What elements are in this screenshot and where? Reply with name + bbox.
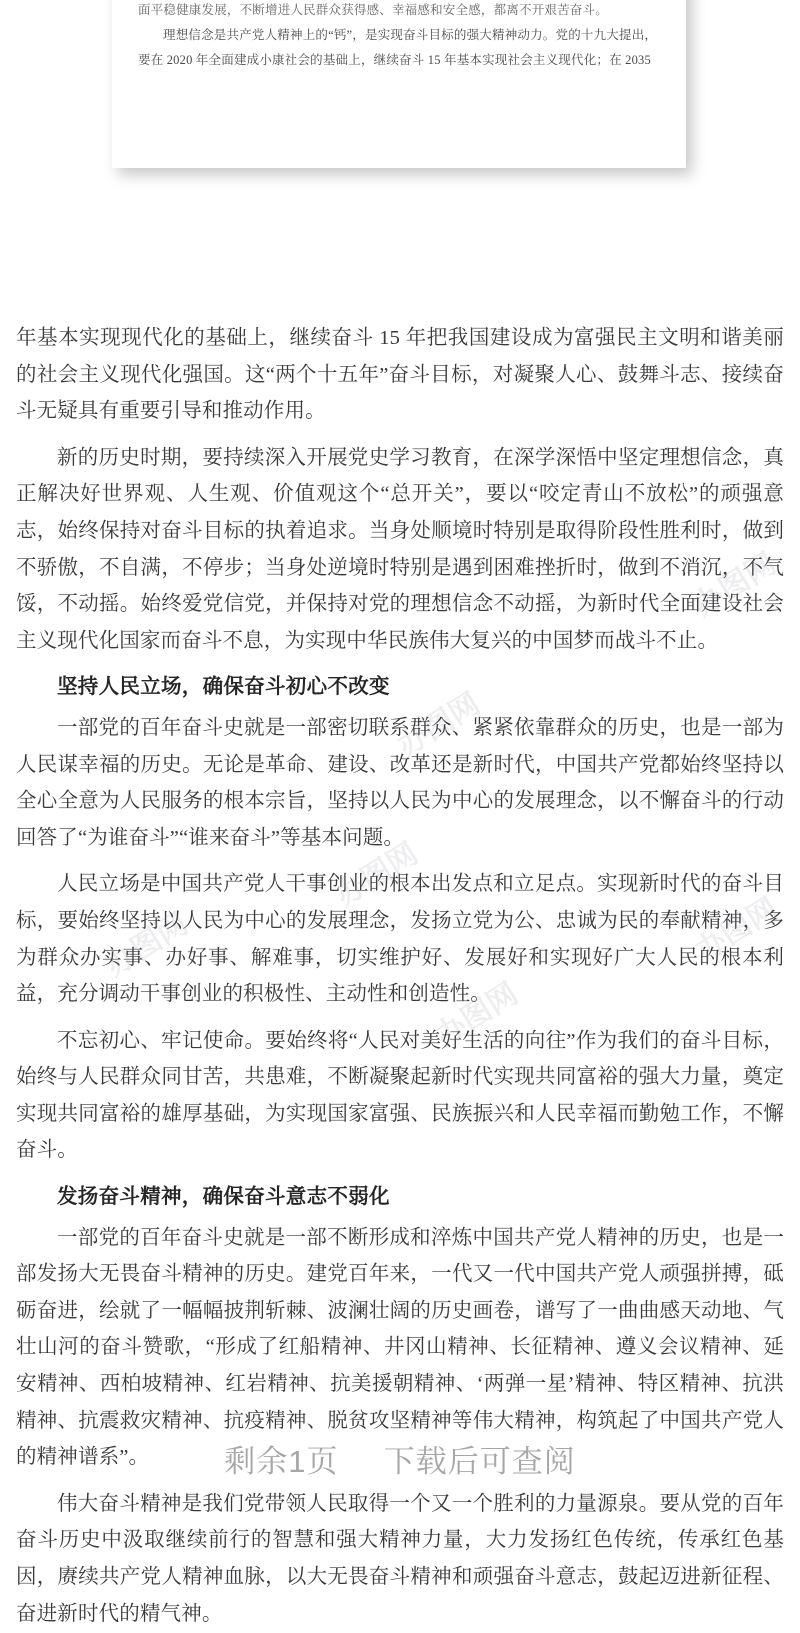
paragraph-spacer bbox=[16, 857, 784, 866]
watermark-text: 办图网 bbox=[329, 837, 424, 913]
watermark-text: 办图网 bbox=[429, 977, 524, 1053]
watermark-text: 办图网 bbox=[687, 547, 782, 623]
section-heading: 发扬奋斗精神，确保奋斗意志不弱化 bbox=[57, 1186, 390, 1209]
preview-card-text-block bbox=[138, 0, 660, 73]
paragraph: 年基本实现现代化的基础上，继续奋斗 15 年把我国建设成为富强民主文明和谐美丽的社会主义现代化强国。这“两个十五年”奋斗目标，对凝聚人心、鼓舞斗志、接续奋斗无疑具有重要引导和推动作用。 bbox=[16, 327, 784, 423]
watermark-text: 办图网 bbox=[689, 892, 784, 968]
preview-card-line-2: 要在 2020 年全面建成小康社会的基础上，继续奋斗 15 年基本实现社会主义现代化；在 2035 bbox=[138, 53, 651, 67]
download-hint-label: 下载后可查阅 bbox=[383, 1444, 576, 1479]
paragraph: 一部党的百年奋斗史就是一部不断形成和淬炼中国共产党人精神的历史，也是一部发扬大无畏奋斗精神的历史。建党百年来，一代又一代中国共产党人顽强拼搏，砥砺奋进，绘就了一幅幅披荆斩棘、波澜壮阔的历史画卷，谱写了一曲曲感天动地、气壮山河的奋斗赞歌，“形成了红船精神、井冈山精神、长征精神、遵义会议精神、延安精神、西柏坡精神、红岩精神、抗美援朝精神、‘两弹一星’精神、特区精神、抗洪精神、抗震救灾精神、抗疫精神、脱贫攻坚精神等伟大精神，构筑起了中国共产党人的精神谱系”。 bbox=[16, 1226, 784, 1469]
paragraph: 伟大奋斗精神是我们党带领人民取得一个又一个胜利的力量源泉。要从党的百年奋斗历史中汲取继续前行的智慧和强大精神力量，大力发扬红色传统，传承红色基因，赓续共产党人精神血脉，以大无畏奋斗精神和顽强奋斗意志，鼓起迈进新征程、奋进新时代的精气神。 bbox=[16, 1492, 784, 1625]
paragraph-spacer bbox=[16, 431, 784, 440]
paragraph-spacer bbox=[16, 1014, 784, 1023]
paragraph: 新的历史时期，要持续深入开展党史学习教育，在深学深悟中坚定理想信念，真正解决好世界观、人生观、价值观这个“总开关”，要以“咬定青山不放松”的顽强意志，始终保持对奋斗目标的执着追求。当身处顺境时特别是取得阶段性胜利时，做到不骄傲，不自满，不停步；当身处逆境时特别是遇到困难挫折时，做到不消沉，不气馁，不动摇。始终爱党信党，并保持对党的理想信念不动摇，为新时代全面建设社会主义现代化国家而奋斗不息，为实现中华民族伟大复兴的中国梦而战斗不止。 bbox=[16, 446, 784, 652]
watermark-text: 办图网 bbox=[391, 687, 486, 763]
preview-card-clipped-line: 面平稳健康发展，不断增进人民群众获得感、幸福感和安全感，都离不开艰苦奋斗。 bbox=[138, 3, 608, 17]
paragraph: 一部党的百年奋斗史就是一部密切联系群众、紧紧依靠群众的历史，也是一部为人民谋幸福的历史。无论是革命、建设、改革还是新时代，中国共产党都始终坚持以全心全意为人民服务的根本宗旨，坚持以人民为中心的发展理念，以不懈奋斗的行动回答了“为谁奋斗”“谁来奋斗”等基本问题。 bbox=[16, 716, 784, 849]
paragraph: 人民立场是中国共产党人干事创业的根本出发点和立足点。实现新时代的奋斗目标，要始终坚持以人民为中心的发展理念，发扬立党为公、忠诚为民的奉献精神，多为群众办实事、办好事、解难事，切实维护好、发展好和实现好广大人民的根本利益，充分调动干事创业的积极性、主动性和创造性。 bbox=[16, 873, 784, 1006]
download-prompt-footer bbox=[0, 1436, 800, 1481]
preview-page-card[interactable] bbox=[112, 0, 686, 168]
remaining-pages-label: 剩余1页 bbox=[224, 1444, 339, 1479]
preview-card-line-1: 理想信念是共产党人精神上的“钙”，是实现奋斗目标的强大精神动力。党的十九大提出， bbox=[163, 28, 658, 42]
watermark-text: 办图网 bbox=[99, 907, 194, 983]
section-heading: 坚持人民立场，确保奋斗初心不改变 bbox=[57, 676, 390, 699]
paragraph: 不忘初心、牢记使命。要始终将“人民对美好生活的向往”作为我们的奋斗目标，始终与人民群众同甘苦，共患难，不断凝聚起新时代实现共同富裕的强大力量，奠定实现共同富裕的雄厚基础，为实现国家富强、民族振兴和人民幸福而勤勉工作，不懈奋斗。 bbox=[16, 1029, 784, 1162]
